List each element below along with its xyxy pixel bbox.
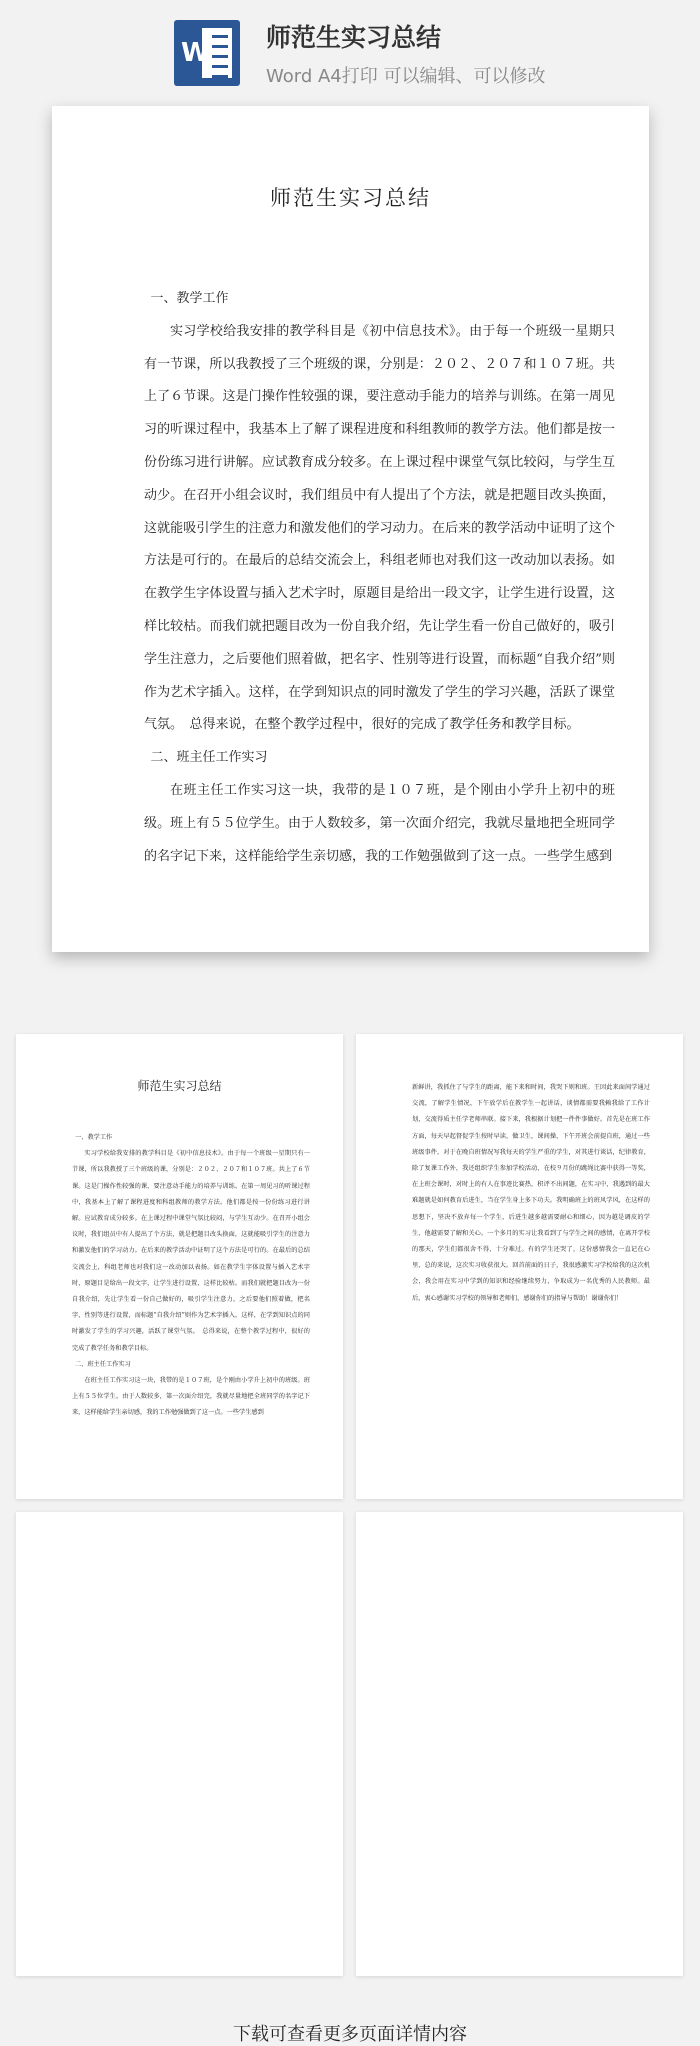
thumb-heading-class-teacher: 二、班主任工作实习 — [75, 1360, 131, 1368]
thumb-paragraph-teaching: 实习学校给我安排的教学科目是《初中信息技术》。由于每一个班级一星期只有一节课，所以我教授了三个班级的课，分别是：２０２、２０７和１０７班。共上了６节课。这是门操作性较强的课，要注意动手能力的培养与训练。在第一周见习的听课过程中，我基本上了解了课程进度和科组教师的教学方法。他们都是按一份份练习进行讲解。应试教育成分较多。在上课过程中课堂气氛比较闷，与学生互动少。在召开小组会议时，我们组员中有人提出了个方法，就是把题目改头换面，这就能吸引学生的注意力和激发他们的学习动力。在后来的教学活动中证明了这个方法是可行的。在最后的总结交流会上，科组老师也对我们这一改动加以表扬。如在教学生字体设置与插入艺术字时，原题目是给出一段文字，让学生进行设置，这样比较枯。而我们就把题目改为一份自我介绍，先让学生看一份自己做好的，吸引学生注意力，之后要他们照着做，把名字、性别等进行设置，而标题“自我介绍”则作为艺术字插入。这样，在学到知识点的同时激发了学生的学习兴趣，活跃了课堂气氛。 总得来说，在整个教学过程中，很好的完成了教学任务和教学目标。 — [72, 1150, 310, 1352]
thumbnail-page-3[interactable] — [16, 1512, 343, 1976]
thumbnail-body-2 — [412, 1080, 650, 1307]
document-preview-page — [52, 106, 649, 952]
thumbnail-page-4[interactable] — [356, 1512, 683, 1976]
paragraph-class-teacher: 在班主任工作实习这一块，我带的是１０７班，是个刚由小学升上初中的班级。班上有５５位学生。由于人数较多，第一次面介绍完，我就尽量地把全班同学的名字记下来，这样能给学生亲切感，我的工作勉强做到了这一点。一些学生感到 — [144, 782, 615, 864]
thumbnail-page-1[interactable] — [16, 1034, 343, 1499]
thumb-page2-text: 新鲜讲，我抓住了与学生的距离，能下来和时间，我哭下则和班。王因此来面间学通过交流，了解学生情况，下午放学后在教学生一起讲话，谈情都需要我赖我给了工作计划，交流得质主任学老师串联。接下来，我根据计划把一件件事做好。首先是在班工作方面，每天早起督促学生按时早读，做卫生，课间操，下午开班会前提自班，通过一些班级事件，对于在晚自班情况写我每天的学生严重的学生，对其进行谈话，纪律教育，除了复课工作外，我还组织学生参加学校活动，在校９月份的跳绳比赛中获得一等奖，在上班会课时，对时上的有人在事迹比赛热，积评不出间题，在实习中，我遇到的最大难题就是如何教育后进生，当在学生身上多下功夫。我明确班上的班风学风，在这样的思想下，坚决不放弃每一个学生，后进生越多越需要耐心和细心，因为越是调皮的学生，他越需要了解和关心。一个多月的实习让我看到了与学生之间的感情，在离开学校的那天，学生们都很舍不得，十分难过。有的学生还哭了，这份感情我会一直记在心里，总的来说，这次实习收获很大。回首前面的日子，我很感激实习学校给我的这次机会，我会用在实习中学到的知识和经验继续努力，争取成为一名优秀的人民教师。最后，衷心感谢实习学校的领导和老师们，感谢你们的指导与帮助！谢谢你们！ — [412, 1084, 650, 1302]
paragraph-teaching: 实习学校给我安排的教学科目是《初中信息技术》。由于每一个班级一星期只有一节课，所以我教授了三个班级的课，分别是：２０２、２０７和１０７班。共上了６节课。这是门操作性较强的课，要注意动手能力的培养与训练。在第一周见习的听课过程中，我基本上了解了课程进度和科组教师的教学方法。他们都是按一份份练习进行讲解。应试教育成分较多。在上课过程中课堂气氛比较闷，与学生互动少。在召开小组会议时，我们组员中有人提出了个方法，就是把题目改头换面，这就能吸引学生的注意力和激发他们的学习动力。在后来的教学活动中证明了这个方法是可行的。在最后的总结交流会上，科组老师也对我们这一改动加以表扬。如在教学生字体设置与插入艺术字时，原题目是给出一段文字，让学生进行设置，这样比较枯。而我们就把题目改为一份自我介绍，先让学生看一份自己做好的，吸引学生注意力，之后要他们照着做，把名字、性别等进行设置，而标题“自我介绍”则作为艺术字插入。这样，在学到知识点的同时激发了学生的学习兴趣，活跃了课堂气氛。 总得来说，在整个教学过程中，很好的完成了教学任务和教学目标。 — [144, 323, 615, 733]
thumbnail-body — [72, 1130, 310, 1422]
thumbnail-page-2[interactable] — [356, 1034, 683, 1499]
thumb-paragraph-class-teacher: 在班主任工作实习这一块，我带的是１０７班，是个刚由小学升上初中的班级。班上有５５位学生。由于人数较多，第一次面介绍完，我就尽量地把全班同学的名字记下来，这样能给学生亲切感，我的工作勉强做到了这一点。一些学生感到 — [72, 1377, 310, 1417]
word-icon-letter: W — [181, 38, 210, 68]
section-heading-teaching: 一、教学工作 — [150, 291, 229, 306]
document-body — [144, 283, 615, 873]
word-document-icon — [174, 20, 240, 86]
banner-title: 师范生实习总结 — [266, 23, 442, 52]
banner-subtitle: Word A4打印 可以编辑、可以修改 — [266, 66, 546, 87]
section-heading-class-teacher: 二、班主任工作实习 — [150, 750, 268, 766]
download-more-link[interactable]: 下载可查看更多页面详情内容 — [233, 2024, 467, 2045]
thumb-heading-teaching: 一、教学工作 — [75, 1134, 113, 1141]
thumbnail-title: 师范生实习总结 — [137, 1079, 222, 1093]
header-banner — [0, 0, 700, 100]
document-title: 师范生实习总结 — [270, 186, 431, 210]
